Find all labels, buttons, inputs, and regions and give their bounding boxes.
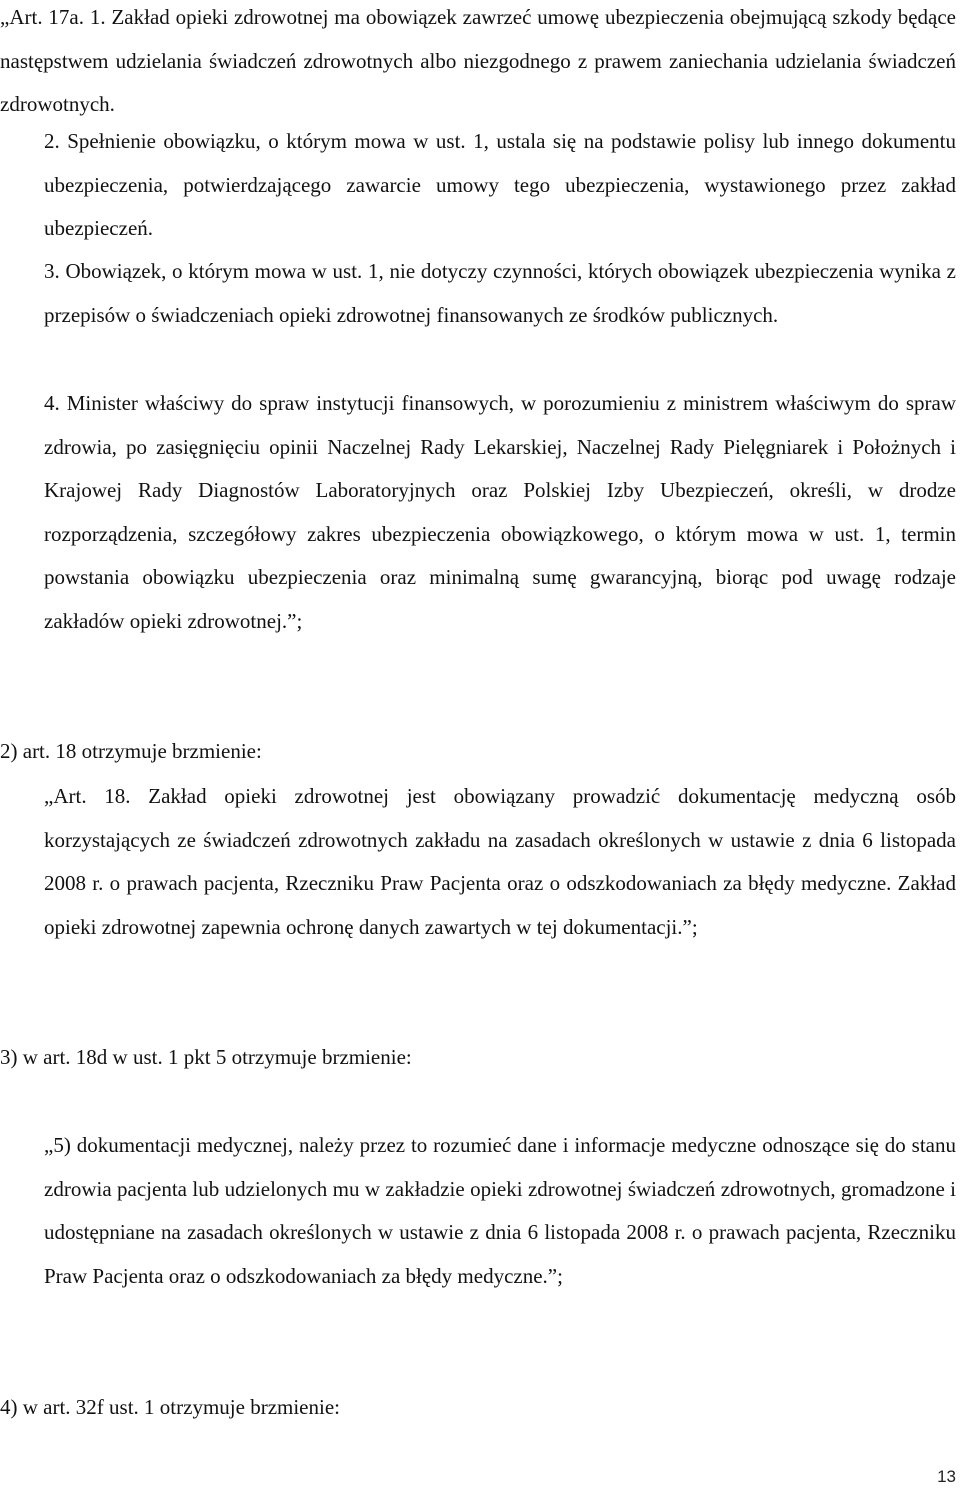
item-4-heading: 4) w art. 32f ust. 1 otrzymuje brzmienie: [0,1395,340,1419]
art17a-paragraph-2: 2. Spełnienie obowiązku, o którym mowa w ust. 1, ustala się na podstawie polisy lub innego dokumentu ubezpieczenia, potwierdzającego zawarcie umowy tego ubezpieczenia, wystawionego przez zakład ubezpieczeń. [44,129,956,241]
art17a-paragraph-1: „Art. 17a. 1. Zakład opieki zdrowotnej ma obowiązek zawrzeć umowę ubezpieczenia obejmującą szkody będące następstwem udzielania świadczeń zdrowotnych albo niezgodnego z prawem zaniechania udzielania świadczeń zdrowotnych. [0,5,956,117]
item-2-heading: 2) art. 18 otrzymuje brzmienie: [0,739,262,763]
page-number: 13 [937,1467,956,1486]
item-3-heading: 3) w art. 18d w ust. 1 pkt 5 otrzymuje brzmienie: [0,1045,412,1069]
art17a-paragraph-4: 4. Minister właściwy do spraw instytucji finansowych, w porozumieniu z ministrem właściwym do spraw zdrowia, po zasięgnięciu opinii Naczelnej Rady Lekarskiej, Naczelnej Rady Pielęgniarek i Położnych i Krajowej Rady Diagnostów Laboratoryjnych oraz Polskiej Izby Ubezpieczeń, określi, w drodze rozporządzenia, szczegółowy zakres ubezpieczenia obowiązkowego, o którym mowa w ust. 1, termin powstania obowiązku ubezpieczenia oraz minimalną sumę gwarancyjną, biorąc pod uwagę rodzaje zakładów opieki zdrowotnej.”; [44,391,956,633]
art17a-paragraph-3: 3. Obowiązek, o którym mowa w ust. 1, nie dotyczy czynności, których obowiązek ubezpieczenia wynika z przepisów o świadczeniach opieki zdrowotnej finansowanych ze środków publicznych. [44,259,956,327]
item-2-quoted-text: „Art. 18. Zakład opieki zdrowotnej jest obowiązany prowadzić dokumentację medyczną osób korzystających ze świadczeń zdrowotnych zakładu na zasadach określonych w ustawie z dnia 6 listopada 2008 r. o prawach pacjenta, Rzeczniku Praw Pacjenta oraz o odszkodowaniach za błędy medyczne. Zakład opieki zdrowotnej zapewnia ochronę danych zawartych w tej dokumentacji.”; [44,784,956,939]
item-3-quoted-text: „5) dokumentacji medycznej, należy przez to rozumieć dane i informacje medyczne odnoszące się do stanu zdrowia pacjenta lub udzielonych mu w zakładzie opieki zdrowotnej świadczeń zdrowotnych, gromadzone i udostępniane na zasadach określonych w ustawie z dnia 6 listopada 2008 r. o prawach pacjenta, Rzeczniku Praw Pacjenta oraz o odszkodowaniach za błędy medyczne.”; [44,1133,956,1288]
